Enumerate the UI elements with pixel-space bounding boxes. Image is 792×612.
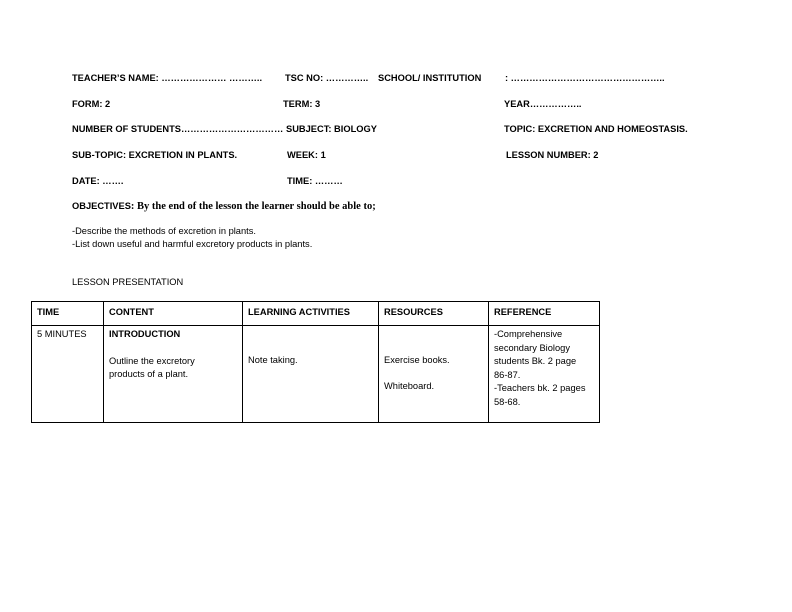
date-field: DATE: ……. bbox=[72, 176, 124, 186]
resource-item: Whiteboard. bbox=[384, 380, 435, 391]
col-header-resources: RESOURCES bbox=[379, 302, 489, 326]
col-header-time: TIME bbox=[32, 302, 104, 326]
subject-field: SUBJECT: BIOLOGY bbox=[286, 124, 377, 134]
tsc-number-field: TSC NO: ………….. bbox=[285, 73, 369, 83]
table-row bbox=[32, 326, 600, 423]
school-value: : ………………………………………….. bbox=[505, 73, 665, 83]
col-header-content: CONTENT bbox=[104, 302, 243, 326]
year-field: YEAR…………….. bbox=[504, 99, 582, 109]
cell-content bbox=[104, 326, 243, 423]
lesson-number-field: LESSON NUMBER: 2 bbox=[506, 150, 599, 160]
reference-line: -Teachers bk. 2 pages bbox=[494, 383, 586, 393]
table-header-row bbox=[32, 302, 600, 326]
reference-line: -Comprehensive bbox=[494, 329, 563, 339]
time-value: 5 MINUTES bbox=[37, 329, 87, 339]
week-field: WEEK: 1 bbox=[287, 150, 326, 160]
school-label: SCHOOL/ INSTITUTION bbox=[378, 73, 482, 83]
reference-line: 86-87. bbox=[494, 369, 521, 380]
cell-resources bbox=[379, 326, 489, 423]
time-field: TIME: ……… bbox=[287, 176, 343, 186]
col-header-reference: REFERENCE bbox=[489, 302, 600, 326]
reference-line: secondary Biology bbox=[494, 342, 570, 353]
objectives-heading bbox=[72, 200, 376, 213]
content-line: products of a plant. bbox=[109, 369, 189, 379]
col-header-learning-activities: LEARNING ACTIVITIES bbox=[243, 302, 379, 326]
topic-field: TOPIC: EXCRETION AND HOMEOSTASIS. bbox=[504, 124, 688, 134]
objective-item: -Describe the methods of excretion in plants. bbox=[72, 226, 256, 236]
form-field: FORM: 2 bbox=[72, 99, 111, 109]
content-line: Outline the excretory bbox=[109, 355, 195, 366]
subtopic-field: SUB-TOPIC: EXCRETION IN PLANTS. bbox=[72, 150, 238, 160]
cell-learning-activities bbox=[243, 326, 379, 423]
cell-reference bbox=[489, 326, 600, 423]
number-of-students-field: NUMBER OF STUDENTS…………………………… bbox=[72, 124, 284, 134]
objectives-text: : By the end of the lesson the learner should be able to; bbox=[130, 201, 376, 212]
content-title: INTRODUCTION bbox=[109, 329, 181, 339]
teacher-name-field: TEACHER’S NAME: ………………… ……….. bbox=[72, 73, 263, 83]
term-field: TERM: 3 bbox=[283, 99, 321, 109]
resource-item: Exercise books. bbox=[384, 355, 450, 365]
cell-time bbox=[32, 326, 104, 423]
lesson-presentation-title: LESSON PRESENTATION bbox=[72, 277, 184, 287]
objective-item: -List down useful and harmful excretory products in plants. bbox=[72, 239, 313, 249]
reference-line: 58-68. bbox=[494, 396, 521, 407]
lesson-presentation-table bbox=[31, 301, 600, 423]
reference-line: students Bk. 2 page bbox=[494, 356, 577, 366]
activity-value: Note taking. bbox=[248, 355, 298, 365]
objectives-label: OBJECTIVES bbox=[72, 201, 131, 211]
